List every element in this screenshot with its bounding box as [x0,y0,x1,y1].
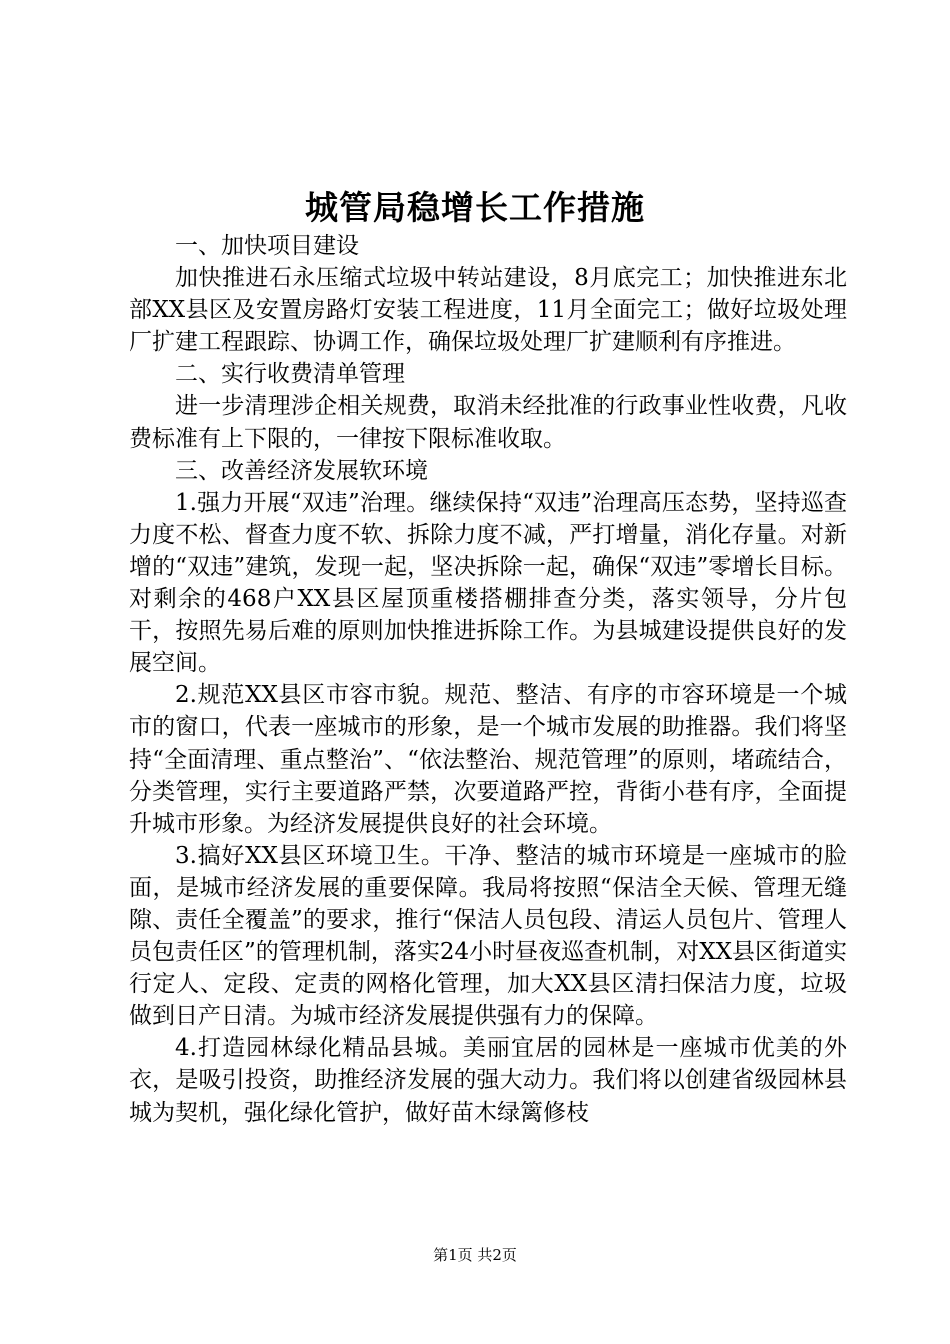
page-footer: 第1页 共2页 [433,1246,517,1264]
paragraph: 进一步清理涉企相关规费，取消未经批准的行政事业性收费，凡收费标准有上下限的，一律按下限标准收取。 [129,393,847,452]
section-heading: 三、改善经济发展软环境 [175,457,428,484]
section-heading: 二、实行收费清单管理 [175,361,405,388]
paragraph: 1.强力开展“双违”治理。继续保持“双违”治理高压态势，坚持巡查力度不松、督查力度不软、拆除力度不减，严打增量，消化存量。对新增的“双违”建筑，发现一起，坚决拆除一起，确保“双违”零增长目标。对剩余的468户XX县区屋顶重楼搭棚排查分类，落实领导，分片包干，按照先易后难的原则加快推进拆除工作。为县城建设提供良好的发展空间。 [129,489,847,677]
document-title: 城管局稳增长工作措施 [305,188,645,227]
paragraph: 4.打造园林绿化精品县城。美丽宜居的园林是一座城市优美的外衣，是吸引投资，助推经济发展的强大动力。我们将以创建省级园林县城为契机，强化绿化管护，做好苗木绿篱修枝 [129,1035,847,1126]
document-body [129,230,847,1129]
section-heading: 一、加快项目建设 [175,233,359,259]
paragraph: 加快推进石永压缩式垃圾中转站建设，8月底完工；加快推进东北部XX县区及安置房路灯安装工程进度，11月全面完工；做好垃圾处理厂扩建工程跟踪、协调工作，确保垃圾处理厂扩建顺利有序推进。 [129,265,847,356]
paragraph: 2.规范XX县区市容市貌。规范、整洁、有序的市容环境是一个城市的窗口，代表一座城市的形象，是一个城市发展的助推器。我们将坚持“全面清理、重点整治”、“依法整治、规范管理”的原则，堵疏结合，分类管理，实行主要道路严禁，次要道路严控，背街小巷有序，全面提升城市形象。为经济发展提供良好的社会环境。 [129,682,847,837]
paragraph: 3.搞好XX县区环境卫生。干净、整洁的城市环境是一座城市的脸面，是城市经济发展的重要保障。我局将按照“保洁全天候、管理无缝隙、责任全覆盖”的要求，推行“保洁人员包段、清运人员包片、管理人员包责任区”的管理机制，落实24小时昼夜巡查机制，对XX县区街道实行定人、定段、定责的网格化管理，加大XX县区清扫保洁力度，垃圾做到日产日清。为城市经济发展提供强有力的保障。 [129,842,847,1030]
